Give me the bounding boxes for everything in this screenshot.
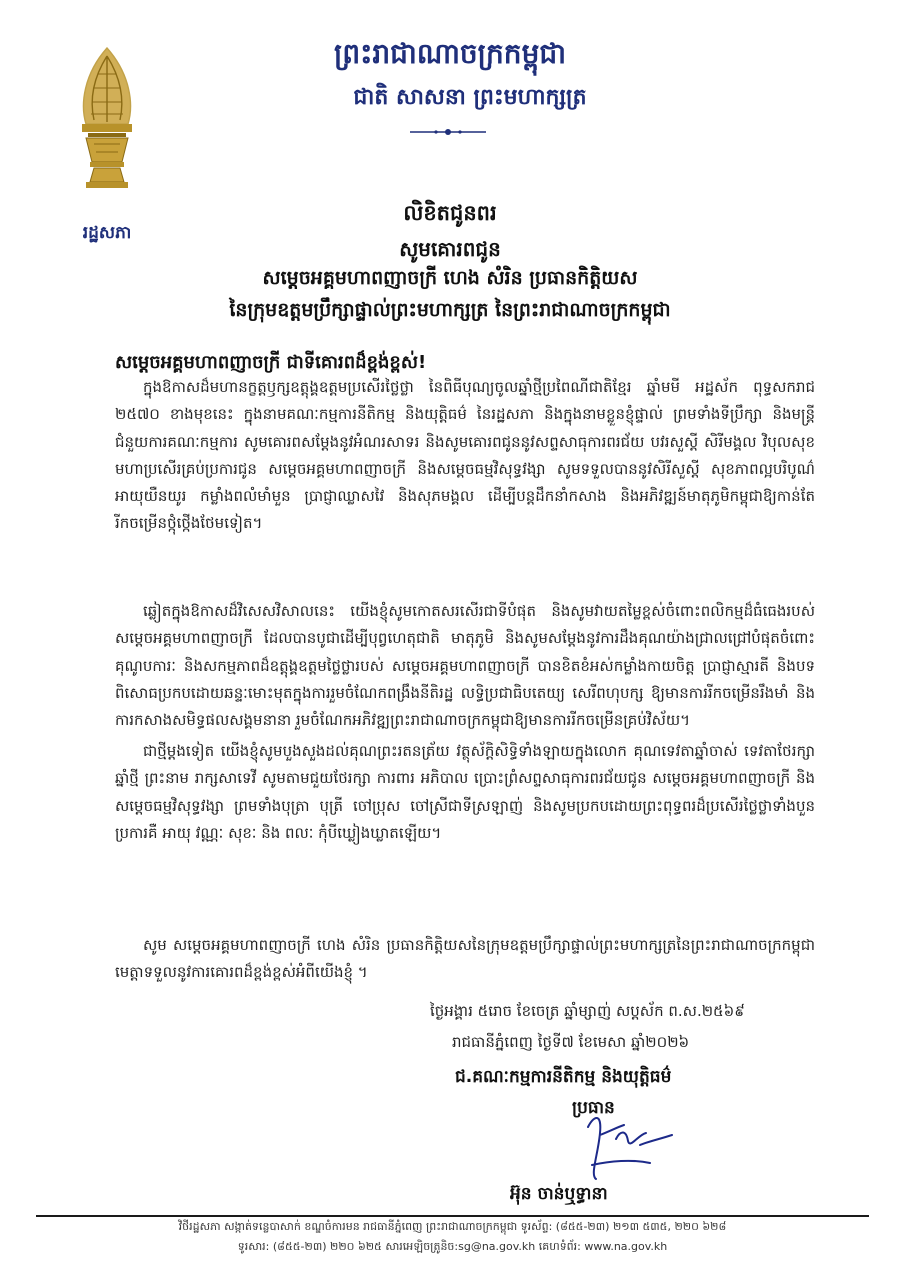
greeting: សម្ដេចអគ្គមហាពញាចក្រី ជាទីគោរពដ៏ខ្ពង់ខ្ពស់! <box>115 352 427 373</box>
kingdom-heading: ព្រះរាជាណាចក្រកម្ពុជា <box>333 37 566 70</box>
recipient-line-1: សម្ដេចអគ្គមហាពញាចក្រី ហេង សំរិន ប្រធានកិត្តិយស <box>262 267 638 289</box>
footer-address: វិថីរដ្ឋសភា សង្កាត់ទន្លេបាសាក់ ខណ្ឌចំការមន រាជធានីភ្នំពេញ ព្រះរាជាណាចក្រកម្ពុជា ទូរស័ព្ទ: (៨៥៥-២៣) ២១៣ ៥៣៥, ២២០ ៦២៨ <box>178 1220 727 1233</box>
national-assembly-emblem-icon <box>74 44 140 194</box>
body-paragraph-1: ក្នុងឱកាសដ៏មហានក្ខត្តឫក្សឧត្តុង្គឧត្តមប្រសើរថ្លៃថ្លា នៃពិធីបុណ្យចូលឆ្នាំថ្មីប្រពៃណីជាតិខ្មែរ ឆ្នាំមមី អដ្ឋស័ក ពុទ្ធសករាជ ២៥៧០ ខាងមុខនេះ ក្នុងនាមគណៈកម្មការនីតិកម្ម និងយុត្តិធម៌ នៃរដ្ឋសភា និងក្នុងនាមខ្លួនខ្ញុំផ្ទាល់ ព្រមទាំងទីប្រឹក្សា និងមន្ត្រីជំនួយការគណៈកម្មការ សូមគោរពសម្ដែងនូវអំណរសាទរ និងសូមគោរពជូននូវសព្ទសាធុការពរជ័យ បវរសួស្ដី សិរីមង្គល វិបុលសុខ មហាប្រសើរគ្រប់ប្រការជូន សម្ដេចអគ្គមហាពញាចក្រី និងសម្ដេចធម្មវិសុទ្ធវង្សា សូមទទួលបាននូវសិរីសួស្ដី សុខភាពល្អបរិបូណ៌ អាយុយឺនយូរ កម្លាំងពលំមាំមួន ប្រាជ្ញាឈ្លាសវៃ និងសុភមង្គល ដើម្បីបន្តដឹកនាំកសាង និងអភិវឌ្ឍន៍មាតុភូមិកម្ពុជាឱ្យកាន់តែរីកចម្រើនថ្កុំថ្កើងថែមទៀត។ <box>115 378 815 533</box>
recipient-line-2: នៃក្រុមឧត្តមប្រឹក្សាផ្ទាល់ព្រះមហាក្សត្រ នៃព្រះរាជាណាចក្រកម្ពុជា <box>229 299 671 321</box>
body-paragraph-3: ជាថ្មីម្ដងទៀត យើងខ្ញុំសូមបួងសួងដល់គុណព្រះរតនត្រ័យ វត្ថុស័ក្ដិសិទ្ធិទាំងឡាយក្នុងលោក គុណទេវតាឆ្នាំចាស់ ទេវតាថែរក្សាឆ្នាំថ្មី ព្រះនាម រាក្សសាទេវី សូមតាមជួយថែរក្សា ការពារ អភិបាល ប្រោះព្រំសព្ទសាធុការពរជ័យជូន សម្ដេចអគ្គមហាពញាចក្រី និងសម្ដេចធម្មវិសុទ្ធវង្សា ព្រមទាំងបុត្រា បុត្រី ចៅប្រុស ចៅស្រីជាទីស្រឡាញ់ និងសូមប្រកបដោយព្រះពុទ្ធពរដ៏ប្រសើរថ្លៃថ្លាទាំងបួនប្រការគឺ អាយុ វណ្ណៈ សុខៈ និង ពលៈ កុំបីឃ្លៀងឃ្លាតឡើយ។ <box>115 742 815 842</box>
footer-contact: ទូរសារ: (៨៥៥-២៣) ២២០ ៦២៥ សារអេឡិចត្រូនិច:sg@na.gov.kh គេហទំព័រ: www.na.gov.kh <box>237 1240 668 1253</box>
national-motto: ជាតិ សាសនា ព្រះមហាក្សត្រ <box>353 85 587 110</box>
lunar-date: ថ្ងៃអង្គារ ៥រោច ខែចេត្រ ឆ្នាំម្សាញ់ សប្តស័ក ព.ស.២៥៦៩ <box>430 1002 745 1020</box>
handwritten-signature-icon <box>580 1105 680 1185</box>
letter-title: លិខិតជូនពរ <box>403 201 497 225</box>
signer-name: អ៊ុន ចាន់ឬទ្ធានា <box>510 1184 608 1204</box>
divider-ornament-icon <box>408 126 488 138</box>
institution-label: រដ្ឋសភា <box>82 223 132 243</box>
place-date: រាជធានីភ្នំពេញ ថ្ងៃទី៧ ខែមេសា ឆ្នាំ២០២៦ <box>452 1033 690 1051</box>
chair-title: ប្រធាន <box>572 1098 615 1118</box>
body-paragraph-4: សូម សម្ដេចអគ្គមហាពញាចក្រី ហេង សំរិន ប្រធានកិត្តិយសនៃក្រុមឧត្តមប្រឹក្សាផ្ទាល់ព្រះមហាក្សត្រនៃព្រះរាជាណាចក្រកម្ពុជា មេត្តាទទួលនូវការគោរពដ៏ខ្ពង់ខ្ពស់អំពីយើងខ្ញុំ ។ <box>115 936 815 982</box>
body-paragraph-2: ឆ្លៀតក្នុងឱកាសដ៏វិសេសវិសាលនេះ យើងខ្ញុំសូមកោតសរសើរជាទីបំផុត និងសូមវាយតម្លៃខ្ពស់ចំពោះពលិកម្មដ៏ធំធេងរបស់ សម្ដេចអគ្គមហាពញាចក្រី ដែលបានបូជាដើម្បីបុព្វហេតុជាតិ មាតុភូមិ និងសូមសម្ដែងនូវការដឹងគុណយ៉ាងជ្រាលជ្រៅបំផុតចំពោះគុណូបការៈ និងសកម្មភាពដ៏ឧត្ដុង្គឧត្ដមថ្លៃថ្លារបស់ សម្ដេចអគ្គមហាពញាចក្រី បានខិតខំអស់កម្លាំងកាយចិត្ត ប្រាជ្ញាស្មារតី និងបទពិសោធប្រកបដោយឆន្ទៈមោះមុតក្នុងការរួមចំណែកពង្រឹងនីតិរដ្ឋ លទ្ធិប្រជាធិបតេយ្យ សេរីពហុបក្ស ឱ្យមានការរីកចម្រើនរឹងមាំ និងការកសាងសមិទ្ធផលសង្គមនានា រួមចំណែកអភិវឌ្ឍព្រះរាជាណាចក្រកម្ពុជាឱ្យមានការរីកចម្រើនគ្រប់វិស័យ។ <box>115 602 815 730</box>
footer-divider <box>36 1215 869 1217</box>
salutation: សូមគោរពជូន <box>399 237 501 261</box>
committee-name: ជ.គណៈកម្មការនីតិកម្ម និងយុត្តិធម៌ <box>455 1067 672 1087</box>
